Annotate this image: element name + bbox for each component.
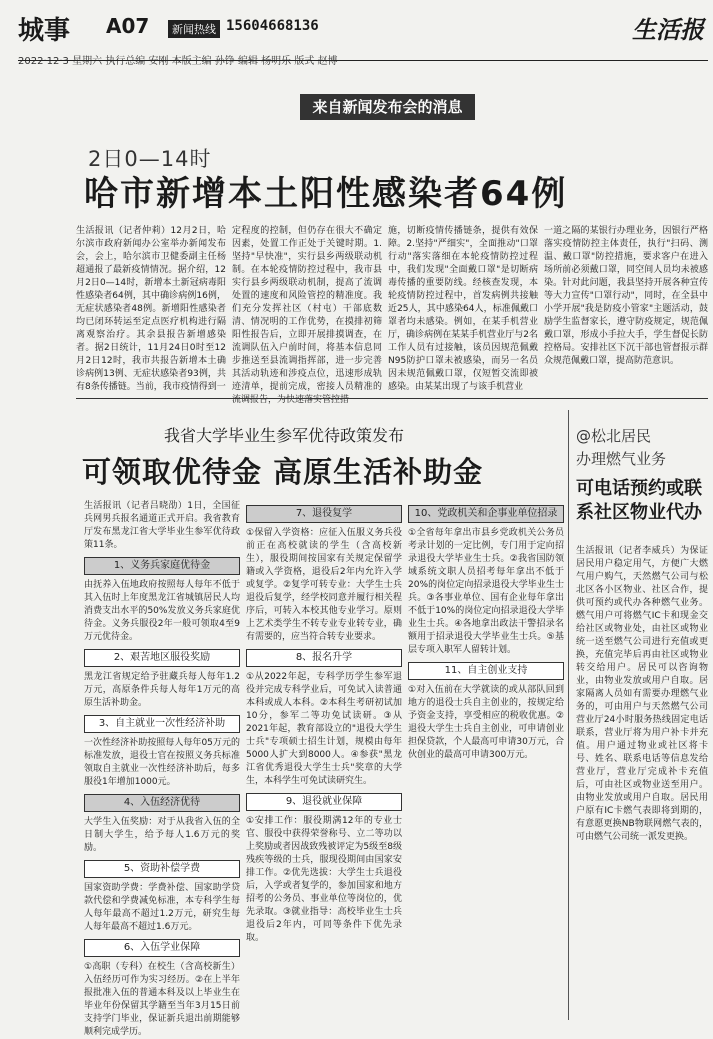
page-header [18, 10, 708, 70]
section-text: ①对入伍前在大学就读的或从部队回到地方的退役士兵自主创业的，按规定给予资金支持，享受相应的税收优惠。②退役大学生士兵自主创业，可申请创业担保贷款，个人最高可申请30万元，合伙创业的最高可申请300万元。 [408, 685, 564, 760]
story2-col2 [246, 500, 402, 1020]
section-heading: 10、党政机关和企事业单位招录 [408, 505, 564, 523]
section-heading: 7、退役复学 [246, 505, 402, 523]
section-heading: 3、自主就业一次性经济补助 [84, 715, 240, 733]
section-text: 一次性经济补助按照每人每年05万元的标准发放，退役士官在按照义务兵标准领取自主就业一次性经济补助后，每多服役1年增加1000元。 [84, 738, 240, 787]
section-text: ①高职（专科）在校生（含高校新生）入伍经历可作为实习经历。②在上半年报批准入伍的普通本科及以上毕业生在毕业年份保留其学籍至当年3月15日前支持学门毕业，保证新兵退出前期能够顺利完成学历。 [84, 962, 240, 1037]
news-banner: 来自新闻发布会的消息 [300, 94, 475, 120]
section-heading: 1、义务兵家庭优待金 [84, 557, 240, 575]
story2-col3 [408, 500, 564, 1020]
story-divider [76, 398, 708, 399]
story1-headline: 哈市新增本土阳性感染者64例 [84, 174, 568, 214]
sidebar-story [576, 425, 708, 985]
issue-meta: 2022·12·3 星期六 执行总编 安刚 本版主编 孙铮 编辑 杨明乐 版式 赵博 [18, 56, 338, 67]
section-text: 黑龙江省规定给予驻藏兵每人每年1.2万元，高原条件兵每人每年1万元的高原生活补助金。 [84, 672, 240, 708]
section-title: 城事 [18, 16, 71, 46]
sidebar-handle: @松北居民 [576, 427, 652, 445]
paper-logo: 生活报 [632, 15, 704, 44]
story1-col3: 施，切断疫情传播链条，提供有效保障。2.坚持"严细实"，全面推动"口罩行动"落实落细在本轮疫情防控过程中，我们发现"全面戴口罩"是切断病毒传播的重要防线。经核查发现，本轮疫情防控过程中，首发病例共接触近25人，其中感染64人，标准佩戴口罩者均未感染。例如，在某手机营业厅，确诊病例在某某手机营业厅与2名工作人员有过接触，该员因规范佩戴N95防护口罩未被感染，而另一名员因未规范佩戴口罩，仅短暂交流即被感染。由某某出现了与该手机营业 [388, 226, 538, 392]
story2-lead: 生活报讯（记者吕晓劭）1日，全国征兵网男兵报名通道正式开启。我省教育厅发布黑龙江省大学毕业生参军优待政策11条。 [84, 501, 240, 550]
header-rule [18, 60, 708, 61]
section-heading: 2、艰苦地区服役奖励 [84, 649, 240, 667]
story2-headline: 可领取优待金 高原生活补助金 [82, 455, 484, 489]
section-text: 国家资助学费：学费补偿、国家助学贷款代偿和学费减免标准，本专科学生每人每年最高不超过1.2万元，研究生每人每年最高不超过1.6万元。 [84, 883, 240, 932]
page-number: A07 [106, 14, 150, 38]
story1-col4: 一道之隔的某银行办理业务，因银行严格落实疫情防控主体责任，执行"扫码、测温、戴口罩"防控措施，要求客户在进入场所前必须戴口罩，同空间人员均未被感染。针对此问题，我县坚持开展各种宣传等大力宣传"口罩行动"，同时，在全县中小学开展"我是防疫小管家"主题活动，鼓励学生监督家长，遵守防疫规定，规范佩戴口罩，形成小手拉大手，学生督促长防控格局。安排社区下沉干部也管督报示群众规范佩戴口罩，提高防范意识。 [544, 226, 708, 366]
section-text: ①保留入学资格：应征入伍服义务兵役前正在高校就读的学生（含高校新生），服役期间按国家有关规定保留学籍或入学资格，退役后2年内允许入学或复学。②复学可转专业：大学生士兵退役后复学，经学校同意并履行相关程序后，可转入本校其他专业学习。原则上艺术类学生不转专业专业转专业，确有需要的，应当符合转专业要求。 [246, 528, 402, 642]
section-heading: 11、自主创业支持 [408, 662, 564, 680]
section-heading: 5、资助补偿学费 [84, 860, 240, 878]
story1-subhead: 2日0—14时 [88, 147, 212, 171]
sidebar-body: 生活报讯（记者李威兵）为保证居民用户稳定用气，方便广大燃气用户购气，天然燃气公司与松北区各小区物业、社区合作，提供可预约或代办各种燃气业务。燃气用户可将燃气IC卡和现金交给社区或物业处，由社区或物业统一送至燃气公司进行充值或更换，充值完毕后再由社区或物业转交给用户。居民可以咨询物业，由物业发放或用户自取。居家隔离人员如有需要办理燃气业务的，可由用户与天然燃气公司营业厅24小时服务热线固定电话联系，营业厅将为用户补卡并充值。用户通过物业或社区将卡号、姓名、联系电话等信息发给营业厅，营业厅完成补卡充值后，可由社区或物业送至用户。由物业发放或用户自取。居民用户原有IC卡燃气表即将到期的，有意愿更换NB物联网燃气表的，可由燃气公司统一派发更换。 [576, 546, 708, 842]
sidebar-subtitle: 办理燃气业务 [576, 450, 667, 468]
story1-col2: 定程度的控制，但仍存在很大不确定因素，处置工作正处于关键时期。1.坚持"早快准"，实行县乡两级联动机制。在本轮疫情防控过程中，我市县实行县乡两级联动机制，提高了流调处置的速度和风险管控的精准度。我们充分发挥社区（村屯）干部底数清、情况明的工作优势，在摸排初筛阳性报告后，立即开展排摸调查，在流调队伍入户前时间，将基本信息同步推送至县流调指挥部，进一步完善其活动轨迹和涉疫点位，迅速形成轨迹清单，提前完成，密接人员精准的流调报告，为快速落实管控措 [232, 226, 382, 405]
section-heading: 4、入伍经济优待 [84, 794, 240, 812]
section-text: ①安排工作：服役期满12年的专业士官、服役中获得荣誉称号、立二等功以上奖励或者因战致残被评定为5级至8级残疾等级的士兵，服现役期间由国家安排工作。②优先选拔：大学生士兵退役后，入学或者复学的，参加国家和地方招考的公务员、事业单位等岗位的，优先录取。③就业指导：高校毕业生士兵退役后2年内，可同等条件下优先录取。 [246, 816, 402, 943]
section-heading: 6、入伍学业保障 [84, 939, 240, 957]
hotline-number: 15604668136 [226, 18, 319, 34]
sidebar-headline: 可电话预约或联系社区物业代办 [576, 478, 702, 523]
column-divider [568, 410, 569, 1020]
section-text: ①全省每年拿出市县乡党政机关公务员考录计划的一定比例，专门用于定向招录退役大学毕业生士兵。②我省国防领域系统文职人员招考每年拿出不低于20%的岗位定向招录退役大学毕业生士兵。③各事业单位、国有企业每年拿出不低于10%的岗位定向招录退役大学毕业生士兵。④各地拿出政法干警招录名额用于招录退役大学毕业生士兵。⑤基层专项入职军人留转计划。 [408, 528, 564, 655]
section-heading: 9、退役就业保障 [246, 793, 402, 811]
section-text: 由抚养入伍地政府按照每人每年不低于其入伍时上年度黑龙江省城镇居民人均消费支出水平的50%发放义务兵家庭优待金。义务兵服役2年一般可领取4至9万元优待金。 [84, 580, 240, 642]
section-text: ①从2022年起，专科学历学生参军退役并完成专科学业后，可免试入读普通本科或成人本科。②本科生考研初试加10分，参军二等功免试读研。③从2021年起，教育部设立的"退役大学生士兵"专项硕士招生计划，规模由每年5000人扩大到8000人。④参获"黑龙江省优秀退役大学生士兵"奖章的大学生，本科学生可免试读研究生。 [246, 672, 402, 786]
section-text: 大学生入伍奖励：对于从我省入伍的全日制大学生，给予每人1.6万元的奖励。 [84, 817, 240, 853]
story2-subhead: 我省大学毕业生参军优待政策发布 [164, 426, 405, 445]
story2-col1 [84, 500, 240, 1037]
hotline-label: 新闻热线 [168, 20, 220, 38]
section-heading: 8、报名升学 [246, 649, 402, 667]
story1-col1: 生活报讯（记者仲莉）12月2日，哈尔滨市政府新闻办公室举办新闻发布会，会上，哈尔滨市卫健委副主任杨超通报了最新疫情情况。据介绍，12月2日0—14时，新增本土新冠病毒阳性感染者64例，其中确诊病例16例，无症状感染者48例。新增阳性感染者均已闭环转运至定点医疗机构进行隔离观察治疗。其余县报告新增感染者。据2日统计，11月24日0时至12月2日12时，我市共报告新增本土确诊病例13例、无症状感染者93例，共有8条传播链。当前，我市疫情得到一 [76, 226, 226, 392]
